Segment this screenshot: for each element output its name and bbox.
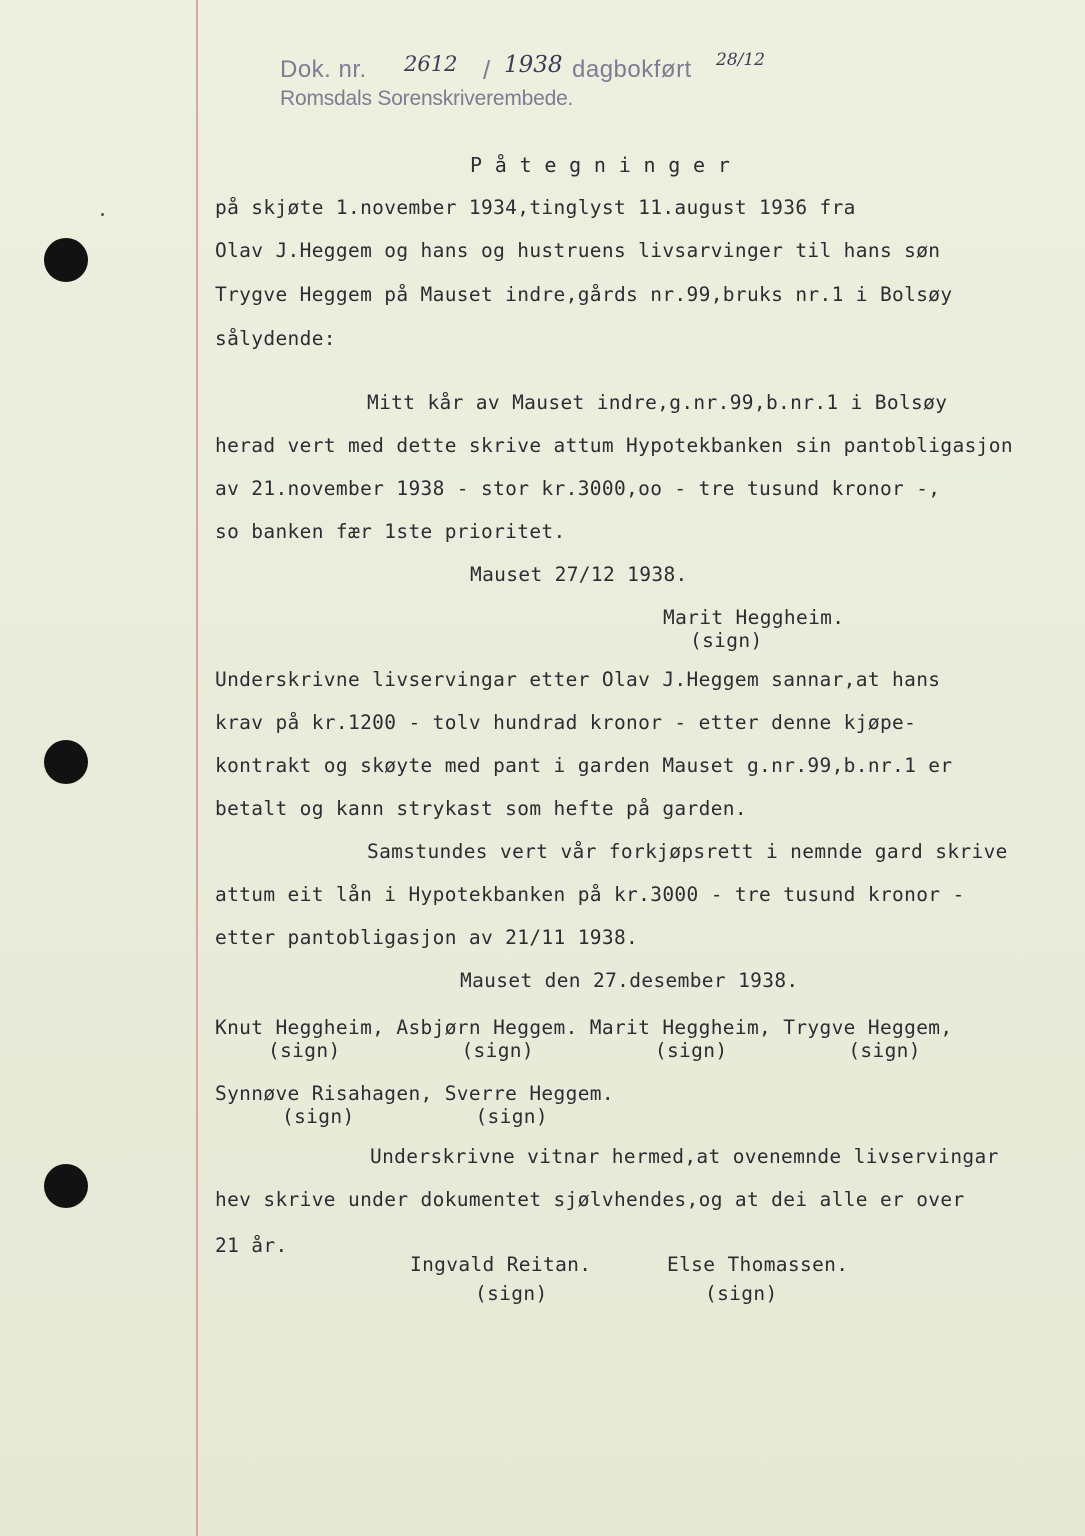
text-line: betalt og kann strykast som hefte på garden. xyxy=(215,797,747,820)
signature-name: Marit Heggheim. xyxy=(663,606,845,629)
text-line: på skjøte 1.november 1934,tinglyst 11.august 1936 fra xyxy=(215,196,856,219)
text-line: krav på kr.1200 - tolv hundrad kronor - etter denne kjøpe- xyxy=(215,711,917,734)
witness-mark: (sign) xyxy=(475,1282,548,1305)
handwritten-document-number: 2612 xyxy=(404,52,458,76)
signers-marks: (sign) (sign) xyxy=(282,1105,548,1128)
stamp-office-name: Romsdals Sorenskriverembede. xyxy=(280,87,574,110)
text-line: Underskrivne vitnar hermed,at ovenemnde livservingar xyxy=(370,1145,999,1168)
signature-mark: (sign) xyxy=(690,629,763,652)
document-heading: P å t e g n i n g e r xyxy=(470,153,731,177)
text-line: so banken fær 1ste prioritet. xyxy=(215,520,566,543)
text-line: av 21.november 1938 - stor kr.3000,oo - tre tusund kronor -, xyxy=(215,477,941,500)
text-line: sålydende: xyxy=(215,327,336,350)
handwritten-year: 1938 xyxy=(504,52,563,78)
text-line: Olav J.Heggem og hans og hustruens livsarvinger til hans søn xyxy=(215,239,941,262)
stamp-dagbokfort: dagbokført xyxy=(572,56,692,83)
witness-mark: (sign) xyxy=(705,1282,778,1305)
paper-speck xyxy=(101,213,104,216)
text-line: herad vert med dette skrive attum Hypotekbanken sin pantobligasjon xyxy=(215,434,1013,457)
text-line: Mitt kår av Mauset indre,g.nr.99,b.nr.1 i Bolsøy xyxy=(367,391,948,414)
signers-marks: (sign) (sign) (sign) (sign) xyxy=(268,1039,921,1062)
signers-names: Knut Heggheim, Asbjørn Heggem. Marit Heggheim, Trygve Heggem, xyxy=(215,1016,953,1039)
text-line: attum eit lån i Hypotekbanken på kr.3000 - tre tusund kronor - xyxy=(215,883,965,906)
stamp-dok-nr: Dok. nr. xyxy=(280,56,367,83)
stamp-slash: / xyxy=(483,55,491,85)
text-line: Samstundes vert vår forkjøpsrett i nemnde gard skrive xyxy=(367,840,1008,863)
witness-name: Else Thomassen. xyxy=(667,1253,849,1276)
text-line: hev skrive under dokumentet sjølvhendes,og at dei alle er over xyxy=(215,1188,965,1211)
place-date: Mauset 27/12 1938. xyxy=(470,563,688,586)
place-date: Mauset den 27.desember 1938. xyxy=(460,969,799,992)
text-line: Underskrivne livservingar etter Olav J.Heggem sannar,at hans xyxy=(215,668,941,691)
text-line: etter pantobligasjon av 21/11 1938. xyxy=(215,926,639,949)
punch-hole-bottom xyxy=(44,1164,88,1208)
signers-names: Synnøve Risahagen, Sverre Heggem. xyxy=(215,1082,614,1105)
punch-hole-middle xyxy=(44,740,88,784)
margin-line xyxy=(196,0,198,1536)
witness-name: Ingvald Reitan. xyxy=(410,1253,592,1276)
handwritten-journal-date: 28/12 xyxy=(716,50,765,70)
punch-hole-top xyxy=(44,238,88,282)
text-line: Trygve Heggem på Mauset indre,gårds nr.99,bruks nr.1 i Bolsøy xyxy=(215,283,953,306)
text-line: kontrakt og skøyte med pant i garden Mauset g.nr.99,b.nr.1 er xyxy=(215,754,953,777)
text-line: 21 år. xyxy=(215,1234,288,1257)
